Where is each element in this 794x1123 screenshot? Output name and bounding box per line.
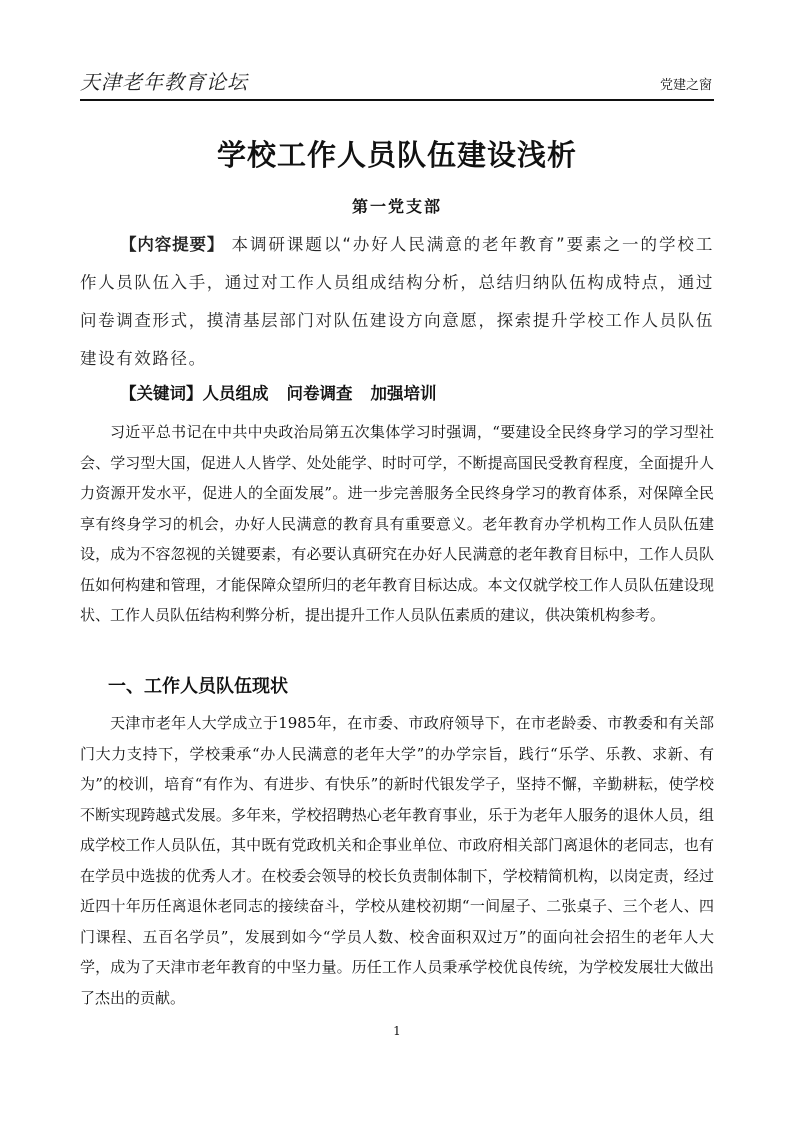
article-author: 第一党支部 xyxy=(351,197,442,216)
intro-paragraph xyxy=(80,417,714,631)
header-divider xyxy=(80,99,714,101)
abstract xyxy=(80,226,714,378)
page-header xyxy=(80,64,714,100)
article-title: 学校工作人员队伍建设浅析 xyxy=(216,138,577,172)
journal-logo: 天津老年教育论坛 xyxy=(80,70,248,94)
abstract-text: 本调研课题以“办好人民满意的老年教育”要素之一的学校工作人员队伍入手，通过对工作人员组成结构分析，总结归纳队伍构成特点，通过问卷调查形式，摸清基层部门对队伍建设方向意愿，探索提升学校工作人员队伍建设有效路径。 xyxy=(80,235,715,368)
section-label: 党建之窗 xyxy=(659,78,712,93)
paragraph-text: 天津市老年人大学成立于1985年，在市委、市政府领导下，在市老龄委、市教委和有关部门大力支持下，学校秉承“办人民满意的老年大学”的办学宗旨，践行“乐学、乐教、求新、有为”的校训，培育“有作为、有进步、有快乐”的新时代银发学子，坚持不懈，辛勤耕耘，使学校不断实现跨越式发展。多年来，学校招聘热心老年教育事业，乐于为老年人服务的退休人员，组成学校工作人员队伍，其中既有党政机关和企事业单位、市政府相关部门离退休的老同志，也有在学员中选拔的优秀人才。在校委会领导的校长负责制体制下，学校精简机构，以岗定责，经过近四十年历任离退休老同志的接续奋斗，学校从建校初期“一间屋子、二张桌子、三个老人、四门课程、五百名学员”，发展到如今“学员人数、校舍面积双过万”的面向社会招生的老年人大学，成为了天津市老年教育的中坚力量。历任工作人员秉承学校优良传统，为学校发展壮大做出了杰出的贡献。 xyxy=(80,714,714,1007)
section-heading: 一、工作人员队伍现状 xyxy=(108,676,288,697)
keyword: 加强培训 xyxy=(370,384,437,403)
keywords xyxy=(80,380,714,408)
page-number: 1 xyxy=(393,1024,401,1038)
paragraph-text: 习近平总书记在中共中央政治局第五次集体学习时强调，“要建设全民终身学习的学习型社会、学习型大国，促进人人皆学、处处能学、时时可学，不断提高国民受教育程度，全面提升人力资源开发水平，促进人的全面发展”。进一步完善服务全民终身学习的教育体系，对保障全民享有终身学习的机会，办好人民满意的教育具有重要意义。老年教育办学机构工作人员队伍建设，成为不容忽视的关键要素，有必要认真研究在办好人民满意的老年教育目标中，工作人员队伍如何构建和管理，才能保障众望所归的老年教育目标达成。本文仅就学校工作人员队伍建设现状、工作人员队伍结构利弊分析，提出提升工作人员队伍素质的建议，供决策机构参考。 xyxy=(80,423,714,624)
keywords-label: 【关键词】 xyxy=(120,384,203,403)
keyword: 人员组成 xyxy=(202,384,269,403)
section-paragraph xyxy=(80,708,714,1013)
keyword: 问卷调查 xyxy=(286,384,353,403)
abstract-label: 【内容提要】 xyxy=(120,235,225,254)
